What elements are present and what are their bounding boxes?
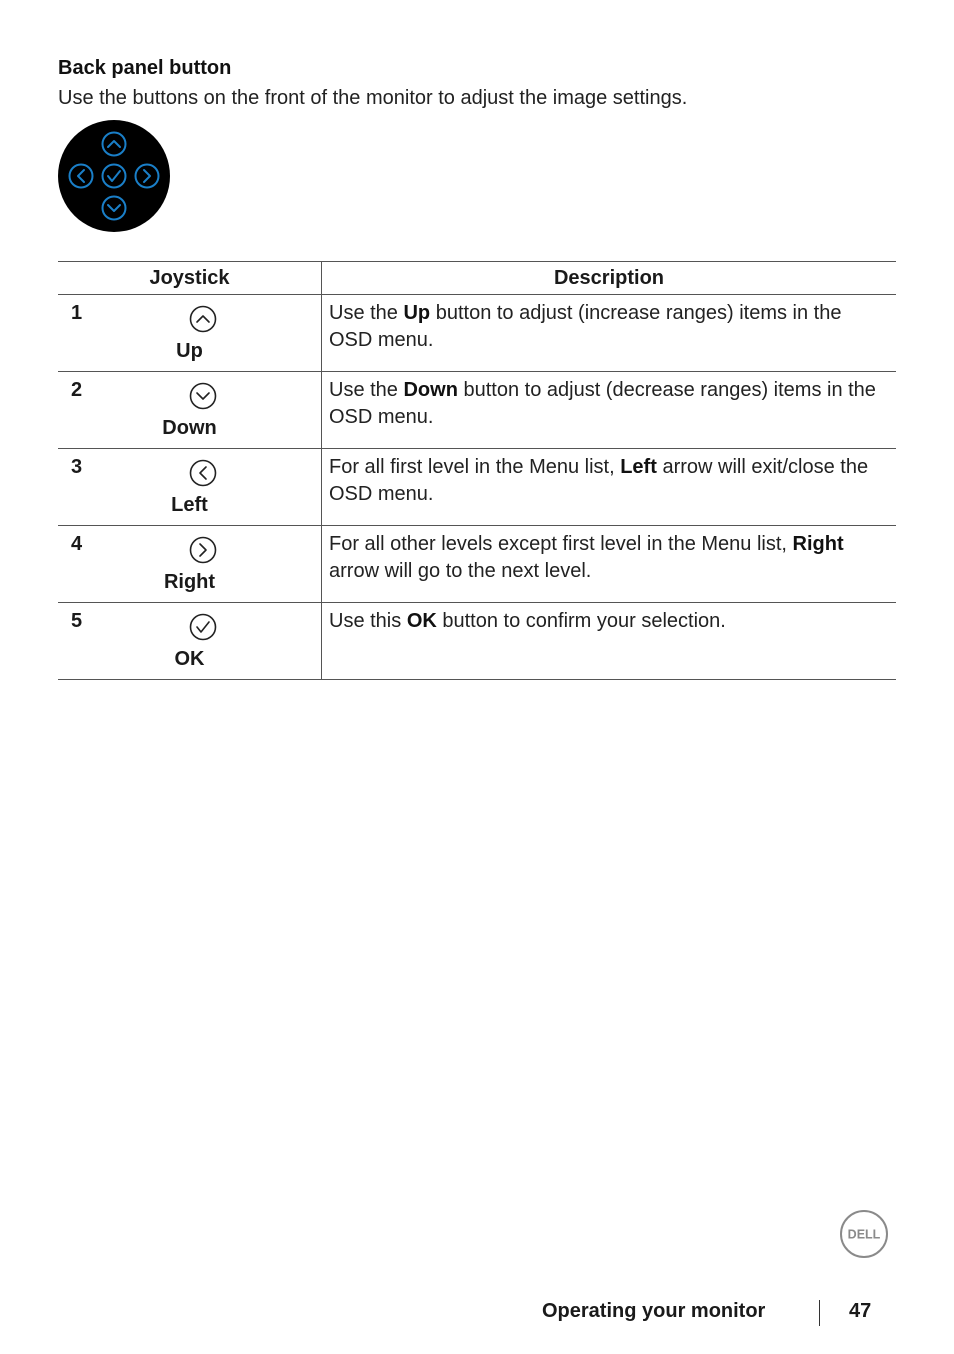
row-number: 4: [71, 533, 83, 555]
table-row: [58, 449, 896, 526]
button-label: Left: [171, 494, 208, 516]
svg-text:DELL: DELL: [847, 1227, 881, 1242]
table-row: [58, 372, 896, 449]
row-number: 5: [71, 610, 83, 632]
header-joystick: Joystick: [58, 262, 322, 295]
button-label: Down: [162, 417, 217, 439]
chevron-right-circle-icon: [188, 535, 218, 565]
row-number: 3: [71, 456, 83, 478]
footer-section-title: Operating your monitor: [542, 1300, 766, 1322]
table-row: [58, 295, 896, 372]
button-label: OK: [174, 648, 205, 670]
dell-logo: [839, 1209, 889, 1259]
row-number: 2: [71, 379, 83, 401]
header-description: Description: [322, 262, 897, 295]
row-description: Use the Down button to adjust (decrease ranges) items in the OSD menu.: [329, 379, 876, 428]
button-table: [58, 261, 896, 680]
row-description: Use the Up button to adjust (increase ranges) items in the OSD menu.: [329, 302, 842, 351]
chevron-left-circle-icon: [188, 458, 218, 488]
row-description: For all first level in the Menu list, Left arrow will exit/close the OSD menu.: [329, 456, 869, 505]
table-row: [58, 526, 896, 603]
check-circle-icon: [188, 612, 218, 642]
row-description: For all other levels except first level in the Menu list, Right arrow will go to the next level.: [329, 533, 844, 582]
table-row: [58, 603, 896, 680]
page-number: 47: [849, 1300, 872, 1322]
row-description: Use this OK button to confirm your selection.: [329, 610, 726, 632]
chevron-up-circle-icon: [188, 304, 218, 334]
row-number: 1: [71, 302, 83, 324]
button-label: Right: [163, 571, 216, 593]
joystick-diagram-icon: [57, 119, 171, 233]
footer-divider: [819, 1300, 820, 1326]
chevron-down-circle-icon: [188, 381, 218, 411]
section-heading: Back panel button: [58, 57, 232, 79]
intro-text: Use the buttons on the front of the monitor to adjust the image settings.: [58, 87, 688, 109]
button-label: Up: [176, 340, 203, 362]
